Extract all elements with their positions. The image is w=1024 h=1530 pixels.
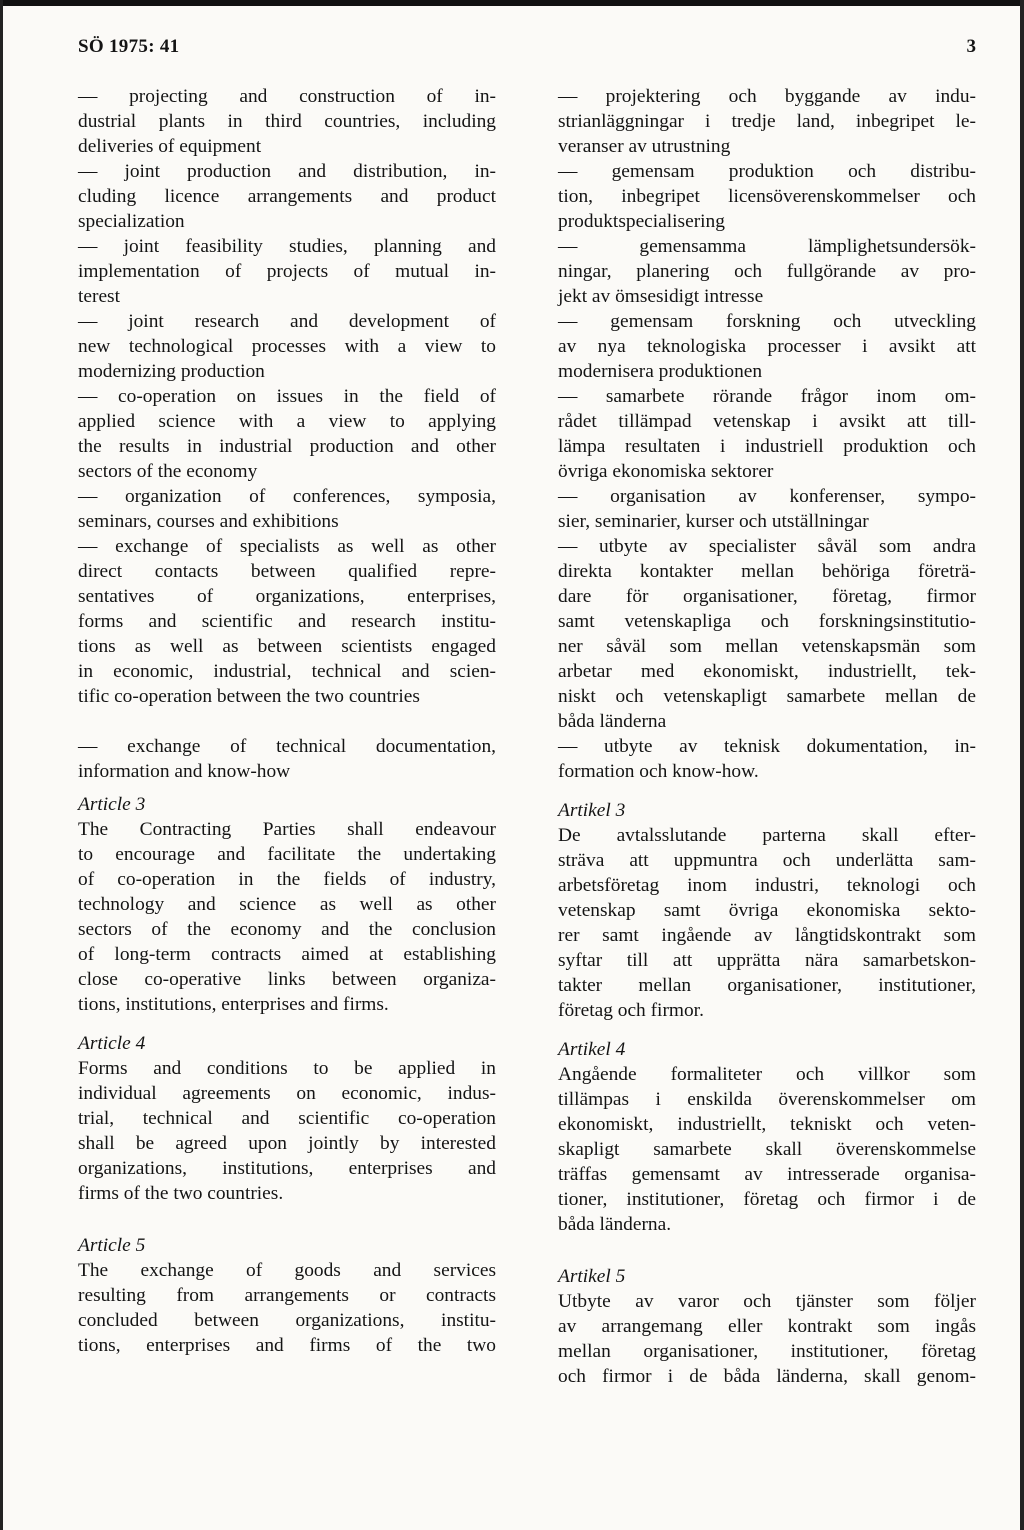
text-line: båda länderna. [558,1214,672,1235]
text-line: tions, institutions, enterprises and firms. [78,994,389,1015]
article-3-text [78,817,496,1017]
english-column [78,84,496,1358]
text-line: tion, inbegripet licensöverenskommelser och [558,186,976,207]
text-line: — utbyte av teknisk dokumentation, in- [558,736,976,757]
text-line: of long-term contracts aimed at establishing [78,944,496,965]
text-line: applied science with a view to applying [78,411,496,432]
swedish-list [558,84,976,784]
text-line: — projecting and construction of in- [78,86,496,107]
text-line: niskt och vetenskapligt samarbete mellan de [558,686,976,707]
text-line: technology and science as well as other [78,894,496,915]
text-line: rådet tillämpad vetenskap i avsikt att till- [558,411,976,432]
text-line: De avtalsslutande parterna skall efter- [558,825,976,846]
text-line: företag och firmor. [558,1000,704,1021]
text-line: ekonomiskt, industriellt, tekniskt och veten- [558,1114,976,1135]
text-line: veranser av utrustning [558,136,731,157]
text-line: av arrangemang eller kontrakt som ingås [558,1316,976,1337]
paragraph-gap [78,709,496,734]
text-line: vetenskap samt övriga ekonomiska sekto- [558,900,976,921]
artikel-5-heading: Artikel 5 [558,1266,626,1287]
text-line: av nya teknologiska processer i avsikt att [558,336,976,357]
text-line: tific co-operation between the two countries [78,686,420,707]
text-line: close co-operative links between organiza- [78,969,496,990]
left-border [0,0,3,1530]
text-line: syftar till att upprätta nära samarbetskon- [558,950,976,971]
artikel-4-heading: Artikel 4 [558,1039,626,1060]
page-number: 3 [966,36,976,57]
text-line: dare för organisationer, företag, firmor [558,586,976,607]
text-line: produktspecialisering [558,211,725,232]
text-line: tioner, institutioner, företag och firmor i de [558,1189,976,1210]
text-line: — projektering och byggande av indu- [558,86,976,107]
text-line: The Contracting Parties shall endeavour [78,819,496,840]
text-line: strianläggningar i tredje land, inbegripet le- [558,111,976,132]
article-4-text [78,1056,496,1206]
text-line: — joint production and distribution, in- [78,161,496,182]
text-line: in economic, industrial, technical and scien- [78,661,496,682]
text-line: — exchange of technical documentation, [78,736,496,757]
text-line: — samarbete rörande frågor inom om- [558,386,976,407]
text-line: jekt av ömsesidigt intresse [558,286,764,307]
text-line: ner såväl som mellan vetenskapsmän som [558,636,976,657]
text-line: — organisation av konferenser, sympo- [558,486,976,507]
text-line: organizations, institutions, enterprises and [78,1158,496,1179]
text-line: forms and scientific and research institu- [78,611,496,632]
text-line: cluding licence arrangements and product [78,186,496,207]
text-line: — co-operation on issues in the field of [78,386,496,407]
english-list [78,84,496,709]
text-line: lämpa resultaten i industriell produktion och [558,436,976,457]
text-line: the results in industrial production and other [78,436,496,457]
text-line: sectors of the economy [78,461,258,482]
text-line: övriga ekonomiska sektorer [558,461,774,482]
text-line: — joint feasibility studies, planning and [78,236,496,257]
text-line: seminars, courses and exhibitions [78,511,339,532]
english-list-tail [78,734,496,784]
artikel-5-text [558,1289,976,1389]
text-line: tions, enterprises and firms of the two [78,1335,496,1356]
text-line: sentatives of organizations, enterprises, [78,586,496,607]
text-line: of co-operation in the fields of industry, [78,869,496,890]
text-line: information and know-how [78,761,291,782]
text-line: modernisera produktionen [558,361,763,382]
artikel-3-heading: Artikel 3 [558,800,626,821]
text-line: Angående formaliteter och villkor som [558,1064,976,1085]
text-line: formation och know-how. [558,761,759,782]
text-line: shall be agreed upon jointly by interested [78,1133,496,1154]
text-line: arbetar med ekonomiskt, industriellt, tek- [558,661,976,682]
text-line: dustrial plants in third countries, including [78,111,496,132]
article-5-heading: Article 5 [78,1235,146,1256]
document-id: SÖ 1975: 41 [78,36,180,57]
text-line: sträva att uppmuntra och underlätta sam- [558,850,976,871]
text-line: — gemensam forskning och utveckling [558,311,976,332]
text-line: modernizing production [78,361,265,382]
text-line: direct contacts between qualified repre- [78,561,496,582]
text-line: och firmor i de båda länderna, skall genom- [558,1366,976,1387]
text-line: new technological processes with a view to [78,336,496,357]
text-line: sier, seminarier, kurser och utställningar [558,511,869,532]
text-line: tions as well as between scientists engaged [78,636,496,657]
text-line: ningar, planering och fullgörande av pro- [558,261,976,282]
text-line: — joint research and development of [78,311,496,332]
text-line: concluded between organizations, institu- [78,1310,496,1331]
right-border [1020,0,1024,1530]
text-line: arbetsföretag inom industri, teknologi och [558,875,976,896]
text-line: deliveries of equipment [78,136,262,157]
text-line: träffas gemensamt av intresserade organisa- [558,1164,976,1185]
text-line: — utbyte av specialister såväl som andra [558,536,976,557]
text-line: — exchange of specialists as well as other [78,536,496,557]
artikel-4-text [558,1062,976,1237]
text-line: tillämpas i enskilda överenskommelser om [558,1089,976,1110]
text-line: terest [78,286,120,307]
text-line: The exchange of goods and services [78,1260,496,1281]
text-line: mellan organisationer, institutioner, företag [558,1341,976,1362]
text-line: Utbyte av varor och tjänster som följer [558,1291,976,1312]
text-line: specialization [78,211,185,232]
text-line: direkta kontakter mellan behöriga företrä- [558,561,976,582]
text-line: — organization of conferences, symposia, [78,486,496,507]
text-line: resulting from arrangements or contracts [78,1285,496,1306]
text-line: trial, technical and scientific co-operation [78,1108,496,1129]
text-line: båda länderna [558,711,667,732]
text-line: Forms and conditions to be applied in [78,1058,496,1079]
article-4-heading: Article 4 [78,1033,146,1054]
text-line: firms of the two countries. [78,1183,284,1204]
text-line: to encourage and facilitate the undertaking [78,844,496,865]
article-3-heading: Article 3 [78,794,146,815]
artikel-3-text [558,823,976,1023]
text-line: skapligt samarbete skall överenskommelse [558,1139,976,1160]
text-line: samt vetenskapliga och forskningsinstitutio- [558,611,976,632]
top-border [0,0,1024,6]
article-5-text [78,1258,496,1358]
swedish-column [558,84,976,1389]
text-line: takter mellan organisationer, institutioner, [558,975,976,996]
text-line: rer samt ingående av långtidskontrakt som [558,925,976,946]
text-line: — gemensam produktion och distribu- [558,161,976,182]
text-line: individual agreements on economic, indus- [78,1083,496,1104]
text-line: — gemensamma lämplighetsundersök- [558,236,976,257]
text-line: sectors of the economy and the conclusion [78,919,496,940]
text-line: implementation of projects of mutual in- [78,261,496,282]
